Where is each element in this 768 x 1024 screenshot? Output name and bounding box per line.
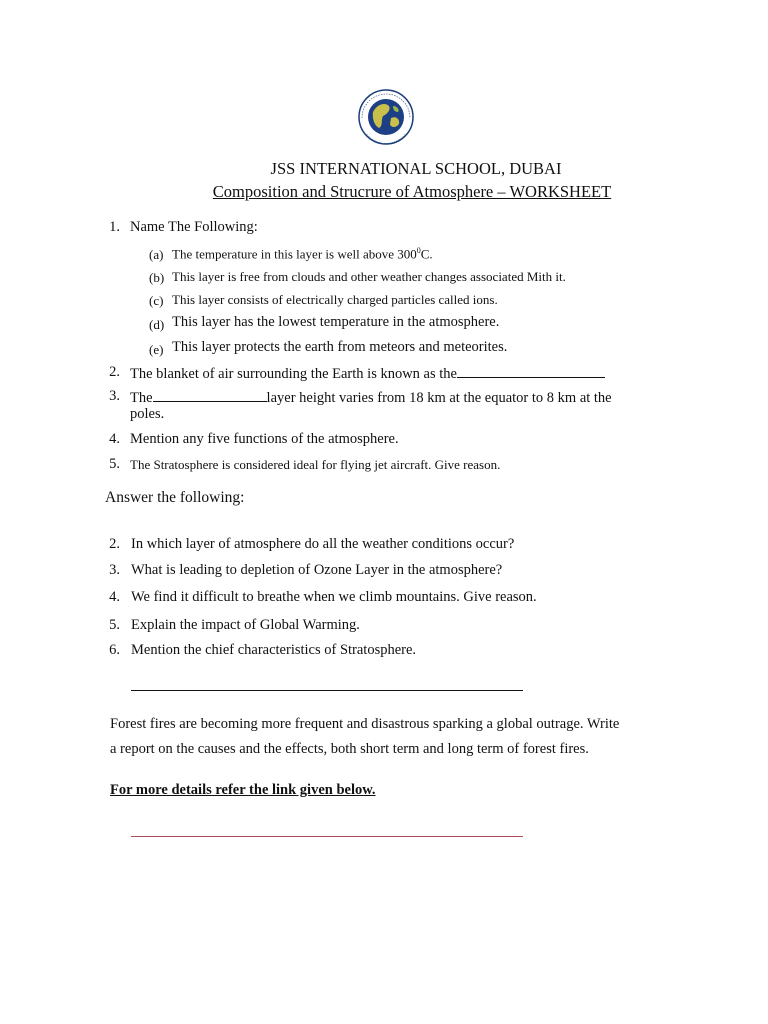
- q1-item-a-text: The temperature in this layer is well above $300^0C$.: [172, 246, 433, 262]
- q3-number: 3.: [109, 388, 120, 404]
- worksheet-title: Composition and Strucrure of Atmosphere – WORKSHEET: [212, 182, 612, 201]
- q1-item-d-label: (d): [149, 317, 165, 332]
- s2-q5-number: 5.: [109, 617, 120, 633]
- answer-blank: [153, 388, 267, 402]
- q1-item-e-text: This layer protects the earth from meteors and meteorites.: [172, 339, 508, 355]
- degree-superscript: 0: [416, 246, 421, 255]
- q1-item-e-label: (e): [149, 342, 164, 357]
- s2-q6-text: Mention the chief characteristics of Stratosphere.: [131, 642, 417, 658]
- s2-q2-number: 2.: [109, 536, 120, 552]
- q1-item-c-label: (c): [149, 293, 164, 308]
- s2-q3-number: 3.: [109, 562, 120, 578]
- s2-q5-text: Explain the impact of Global Warming.: [131, 617, 360, 633]
- school-crest-globe-icon: [353, 88, 419, 146]
- s2-q2-text: In which layer of atmosphere do all the weather conditions occur?: [131, 536, 515, 552]
- report-line-1: Forest fires are becoming more frequent and disastrous sparking a global outrage. Write: [110, 716, 620, 732]
- q2-text: The blanket of air surrounding the Earth is known as the: [130, 364, 605, 383]
- q1-text: Name The Following:: [130, 219, 258, 235]
- q1-item-d-text: This layer has the lowest temperature in the atmosphere.: [172, 314, 500, 330]
- link-note: For more details refer the link given below.: [110, 782, 376, 798]
- q3-text: The layer height varies from 18 km at the equator to 8 km at the: [130, 390, 612, 406]
- q4-number: 4.: [109, 431, 120, 447]
- s2-q3-text: What is leading to depletion of Ozone Layer in the atmosphere?: [131, 562, 503, 578]
- school-name: JSS INTERNATIONAL SCHOOL, DUBAI: [270, 159, 562, 178]
- answer-blank: [457, 364, 605, 378]
- report-line-2: a report on the causes and the effects, both short term and long term of forest fires.: [110, 741, 589, 757]
- section-heading: Answer the following:: [105, 489, 245, 506]
- q5-number: 5.: [109, 456, 120, 472]
- q1-item-a-label: (a): [149, 247, 164, 262]
- q1-item-b-label: (b): [149, 270, 165, 285]
- q1-item-c-text: This layer consists of electrically charged particles called ions.: [172, 292, 498, 307]
- school-logo: [353, 88, 419, 146]
- q1-number: 1.: [109, 219, 120, 235]
- s2-q6-number: 6.: [109, 642, 120, 658]
- link-line[interactable]: [131, 836, 523, 837]
- q3-text-line2: poles.: [130, 406, 165, 422]
- q5-text: The Stratosphere is considered ideal for flying jet aircraft. Give reason.: [130, 457, 501, 472]
- q4-text: Mention any five functions of the atmosphere.: [130, 431, 399, 447]
- q2-number: 2.: [109, 364, 120, 380]
- q1-item-b-text: This layer is free from clouds and other weather changes associated Mith it.: [172, 269, 566, 284]
- divider-line: [131, 690, 523, 691]
- s2-q4-text: We find it difficult to breathe when we climb mountains. Give reason.: [131, 589, 537, 605]
- s2-q4-number: 4.: [109, 589, 120, 605]
